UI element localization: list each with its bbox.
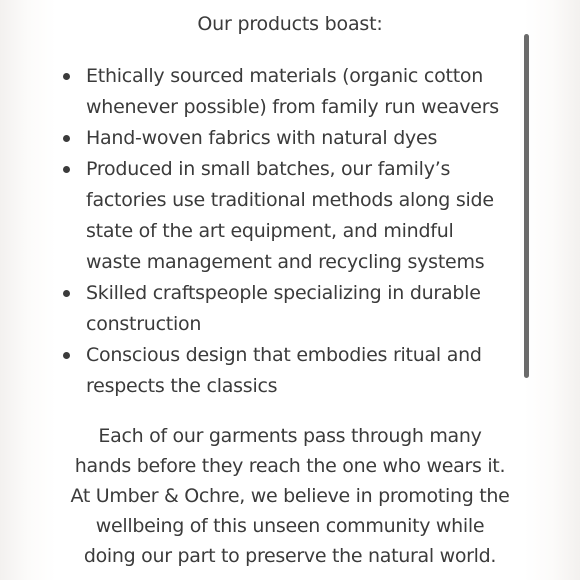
section-heading: Our products boast: — [197, 13, 383, 35]
bullet-icon — [63, 290, 70, 297]
list-item — [0, 278, 520, 340]
list-item-line: Skilled craftspeople specializing in durable — [86, 282, 481, 304]
paragraph-line: hands before they reach the one who wears it. — [74, 455, 506, 477]
vertical-scrollbar[interactable] — [524, 34, 529, 378]
mission-paragraph — [0, 421, 580, 571]
product-features-list — [0, 61, 520, 402]
list-item-line: construction — [86, 313, 202, 335]
scrollbar-thumb[interactable] — [524, 34, 529, 378]
list-item-line: waste management and recycling systems — [86, 251, 485, 273]
list-item — [0, 340, 520, 402]
list-item-line: whenever possible) from family run weavers — [86, 96, 499, 118]
list-item-line: respects the classics — [86, 375, 278, 397]
list-item-line: Ethically sourced materials (organic cotton — [86, 65, 484, 87]
paragraph-line: doing our part to preserve the natural world. — [83, 545, 497, 567]
list-item — [0, 154, 520, 278]
bullet-icon — [63, 352, 70, 359]
bullet-icon — [63, 166, 70, 173]
bullet-icon — [63, 73, 70, 80]
paragraph-line: Each of our garments pass through many — [98, 425, 482, 447]
list-item — [0, 61, 520, 123]
list-item-line: Produced in small batches, our family’s — [86, 158, 451, 180]
list-item-line: Conscious design that embodies ritual and — [86, 344, 482, 366]
list-item — [0, 123, 520, 154]
list-item-line: factories use traditional methods along side — [86, 189, 494, 211]
list-item-line: state of the art equipment, and mindful — [86, 220, 454, 242]
paragraph-line: wellbeing of this unseen community while — [95, 515, 485, 537]
bullet-icon — [63, 135, 70, 142]
list-item-line: Hand-woven fabrics with natural dyes — [86, 127, 438, 149]
paragraph-line: At Umber & Ochre, we believe in promoting the — [70, 485, 510, 507]
